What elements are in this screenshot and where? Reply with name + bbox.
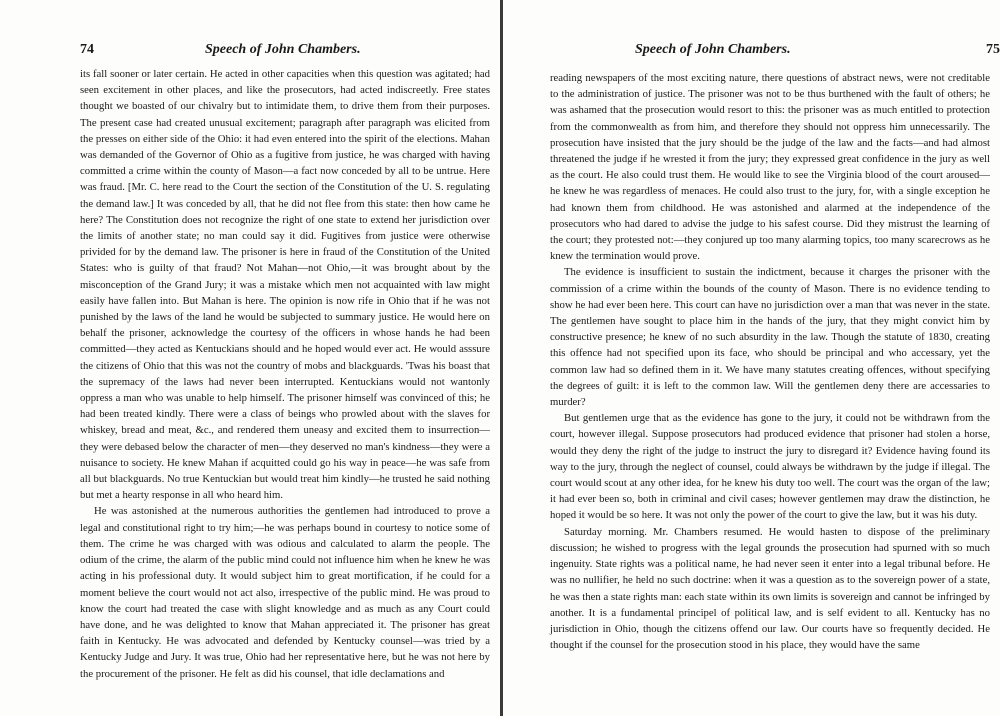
right-running-head: Speech of John Chambers. <box>635 42 791 57</box>
right-paragraph-4: Saturday morning. Mr. Chambers resumed. He would hasten to dispose of the preliminary discussion; he wished to progress with the legal grounds the prosecution had spurned with so much ingenuity. State rights was a political name, he had never seen it enter into a legal tribunal before. He was no nullifier, he held no such doctrine: when it was a question as to the sovereign power of a state, he was then a state rights man: each state within its own limits is sovereign and cannot be infringed by another. It is a fundamental principel of political law, and is self evident to all. Kentucky has no jurisdiction in Ohio, though the citizens offend our law. Our courts have so frequently decided. He thought if the counsel for the prosecution stood in his place, they would have the same <box>550 525 990 652</box>
right-page-header <box>510 42 1000 62</box>
right-page-body <box>550 70 990 653</box>
book-gutter <box>500 0 503 716</box>
right-paragraph-1: reading newspapers of the most exciting nature, there questions of abstract news, were not creditable to the administration of justice. The prisoner was not to be thus burthened with the fault of others; he was ashamed that the prosecution would resort to this: the prisoner was as much entitled to protection from the commonwealth as from him, and therefore they should not oppress him unnecessarily. The prosecution have insisted that the jury should be the judge of the law and the facts—and had almost threatened the judge if he wrested it from the jury; they expressed great confidence in the jury as well as the court. He also could trust them. He would like to see the Virginia blood of the court aroused—he knew he was regardless of menaces. He could also trust to the jury, for, with a single exception he had known them from childhood. He was astonished and alarmed at the independence of the prosecutors who had dared to advise the judge to his safest course. Did they mistrust the learning of the court; they protested not:—they conjured up too many alarming topics, too many scarecrows as he knew the termination would prove. <box>550 72 990 263</box>
left-paragraph-1: its fall sooner or later certain. He acted in other capacities when this question was agitated; had seen excitement in other places, and like the prosecutors, had acted indiscreetly. Free states thought we boasted of our chivalry but to intimidate them, to drive them from their purposes. The present case had created unusual excitement; paragraph after paragraph was elicited from the presses on either side of the Ohio: it had even entered into the spirit of the elections. Mahan was demanded of the Governor of Ohio as a fugitive from justice, he was charged with having committed a crime within the county of Mason—a fact now conceded by all to be untrue. Here was fraud. [Mr. C. here read to the Court the section of the Constitution of the U. S. regulating the demand law.] It was conceded by all, that he did not flee from this state: then how came he here? The Constitution does not recognize the right of one state to extend her jurisdiction over the limits of another state; no man could say it did. Fugitives from justice were otherwise privided for by the demand law. The prisoner is here in fraud of the Constitution of the United States: who is guilty of that fraud? Not Mahan—not Ohio,—it was brought about by the misconception of the Grand Jury; it was a mistake which men not acquainted with law might easily have fallen into. But Mahan is here. The opinion is now rife in Ohio that if he was not punished by the laws of the land he would be subjected to summary justice. He would here on behalf the prisoner, acknowledge the courtesy of the officers in whose hands he had been committed—they acted as Kentuckians should and he hoped would ever act. He would asssure the citizens of Ohio that this was not the country of mobs and blackguards. 'Twas his boast that the supremacy of the laws had never been interrupted. Kentuckians would not wantonly oppress a man who was unable to help himself. The prisoner himself was convinced of this; he had been treated kindly. There were a class of beings who prowled about with the slaves for whiskey, bread and meat, &c., and rendered them uneasy and excited them to insurrection—they were debased below the character of men—they deserved no man's kindness—they were a nuisance to society. He knew Mahan if acquitted could go his way in peace—he was safe from all but blackguards. No true Kentuckian but would treat him kindly—he trusted he said nothing but met a hearty response in all who heard him. <box>80 68 490 502</box>
left-page-number: 74 <box>80 42 94 57</box>
right-paragraph-3: But gentlemen urge that as the evidence has gone to the jury, it could not be withdrawn from the court, however illegal. Suppose prosecutors had produced evidence that prisoner had stolen a horse, would they deny the right of the judge to instruct the jury to disregard it? Evidence having found its way to the jury, through the neglect of counsel, could always be withdrawn by the judge if illegal. The court would scout at any other idea, for he knew his duty too well. The court was the organ of the law; it had ever been so, both in criminal and civil cases; however gentlemen may draw the distinction, he hoped it would be so here. It was not only the power of the court to give the law, but it was his duty. <box>550 412 990 522</box>
right-paragraph-2: The evidence is insufficient to sustain the indictment, because it charges the prisoner with the commission of a crime within the bounds of the county of Mason. There is no evidence tending to show he had ever been here. This court can have no jurisdiction over a man that was never in the state. The gentlemen have sought to place him in the hands of the jury, that they might convict him by constructive presence; he knew of no such absurdity in the law. Though the statute of 1830, creating this offence had not specified upon its face, who should be principal and who accessary, yet the common law had so defined them in it. We have many statutes creating offences, without specifying the degrees of guilt: it is left to the common law. Will the gentlemen deny there are accessaries to murder? <box>550 266 990 409</box>
right-page-number: 75 <box>986 42 1000 57</box>
right-page <box>510 0 1000 716</box>
left-running-head: Speech of John Chambers. <box>205 42 361 57</box>
left-page-body <box>80 66 490 682</box>
left-page <box>0 0 490 716</box>
left-page-header <box>0 42 490 62</box>
left-paragraph-2: He was astonished at the numerous authorities the gentlemen had introduced to prove a legal and constitutional right to try him;—he was perhaps bound in courtesy to notice some of them. The crime he was charged with was odious and calculated to alarm the people. The odium of the crime, the alarm of the public mind could not influence him when he knew he was acting in his professional duty. It would subject him to great mortification, if he could for a moment believe the court would not act also, irrespective of the public mind. He was proud to know the court had treated the case with slight knowledge and as much as any Court could have done, and he was delighted to know that Mahan appreciated it. The prisoner has great faith in Kentucky. He was advocated and defended by Kentucky counsel—was tried by a Kentucky Judge and Jury. It was true, Ohio had her representative here, but he was not here by the procurement of the prisoner. He felt as did his counsel, that idle declamations and <box>80 505 490 680</box>
